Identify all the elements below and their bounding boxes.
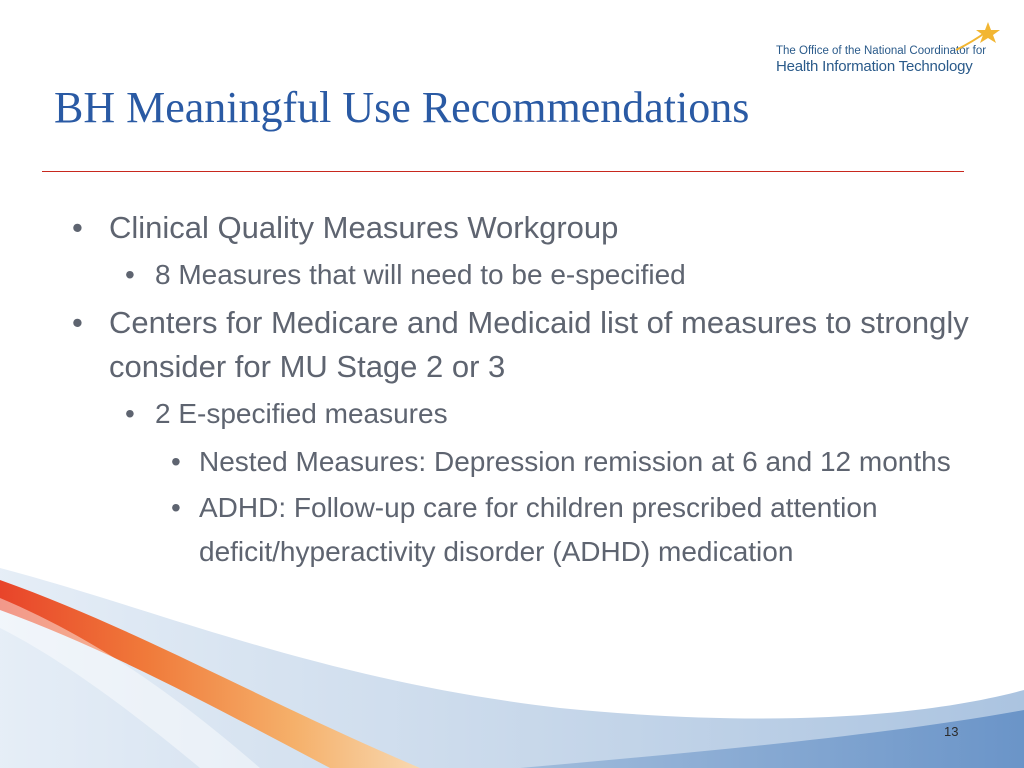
title-divider [42,171,964,172]
bullet-item [0,301,969,389]
bullet-text: 8 Measures that will need to be e-specified [155,259,686,290]
bullet-icon: • [72,305,83,340]
bullet-icon: • [171,446,181,477]
bullet-item [0,206,969,250]
sub-bullet-item [0,255,975,295]
sub-bullet-item [0,394,975,434]
logo-line1: The Office of the National Coordinator for [776,45,987,57]
page-number: 13 [944,724,959,739]
bullet-icon: • [72,210,83,245]
bullet-icon: • [171,492,181,523]
bullet-icon: • [125,398,135,429]
bullet-text: 2 E-specified measures [155,398,448,429]
sub-sub-bullet-item [0,440,959,484]
logo-line2: Health Information Technology [776,58,973,75]
bullet-list [0,206,1024,576]
slide-title: BH Meaningful Use Recommendations [54,83,750,132]
bullet-text: Clinical Quality Measures Workgroup [109,210,619,245]
onc-logo [776,20,1008,76]
bullet-text: Centers for Medicare and Medicaid list of measures to strongly consider for MU Stage 2 or 3 [109,305,969,384]
bullet-text: Nested Measures: Depression remission at 6 and 12 months [199,446,951,477]
star-icon [954,20,1002,54]
bullet-text: ADHD: Follow-up care for children prescribed attention deficit/hyperactivity disorder (ADHD) medication [199,492,878,567]
sub-sub-bullet-item [0,486,959,574]
bullet-icon: • [125,259,135,290]
